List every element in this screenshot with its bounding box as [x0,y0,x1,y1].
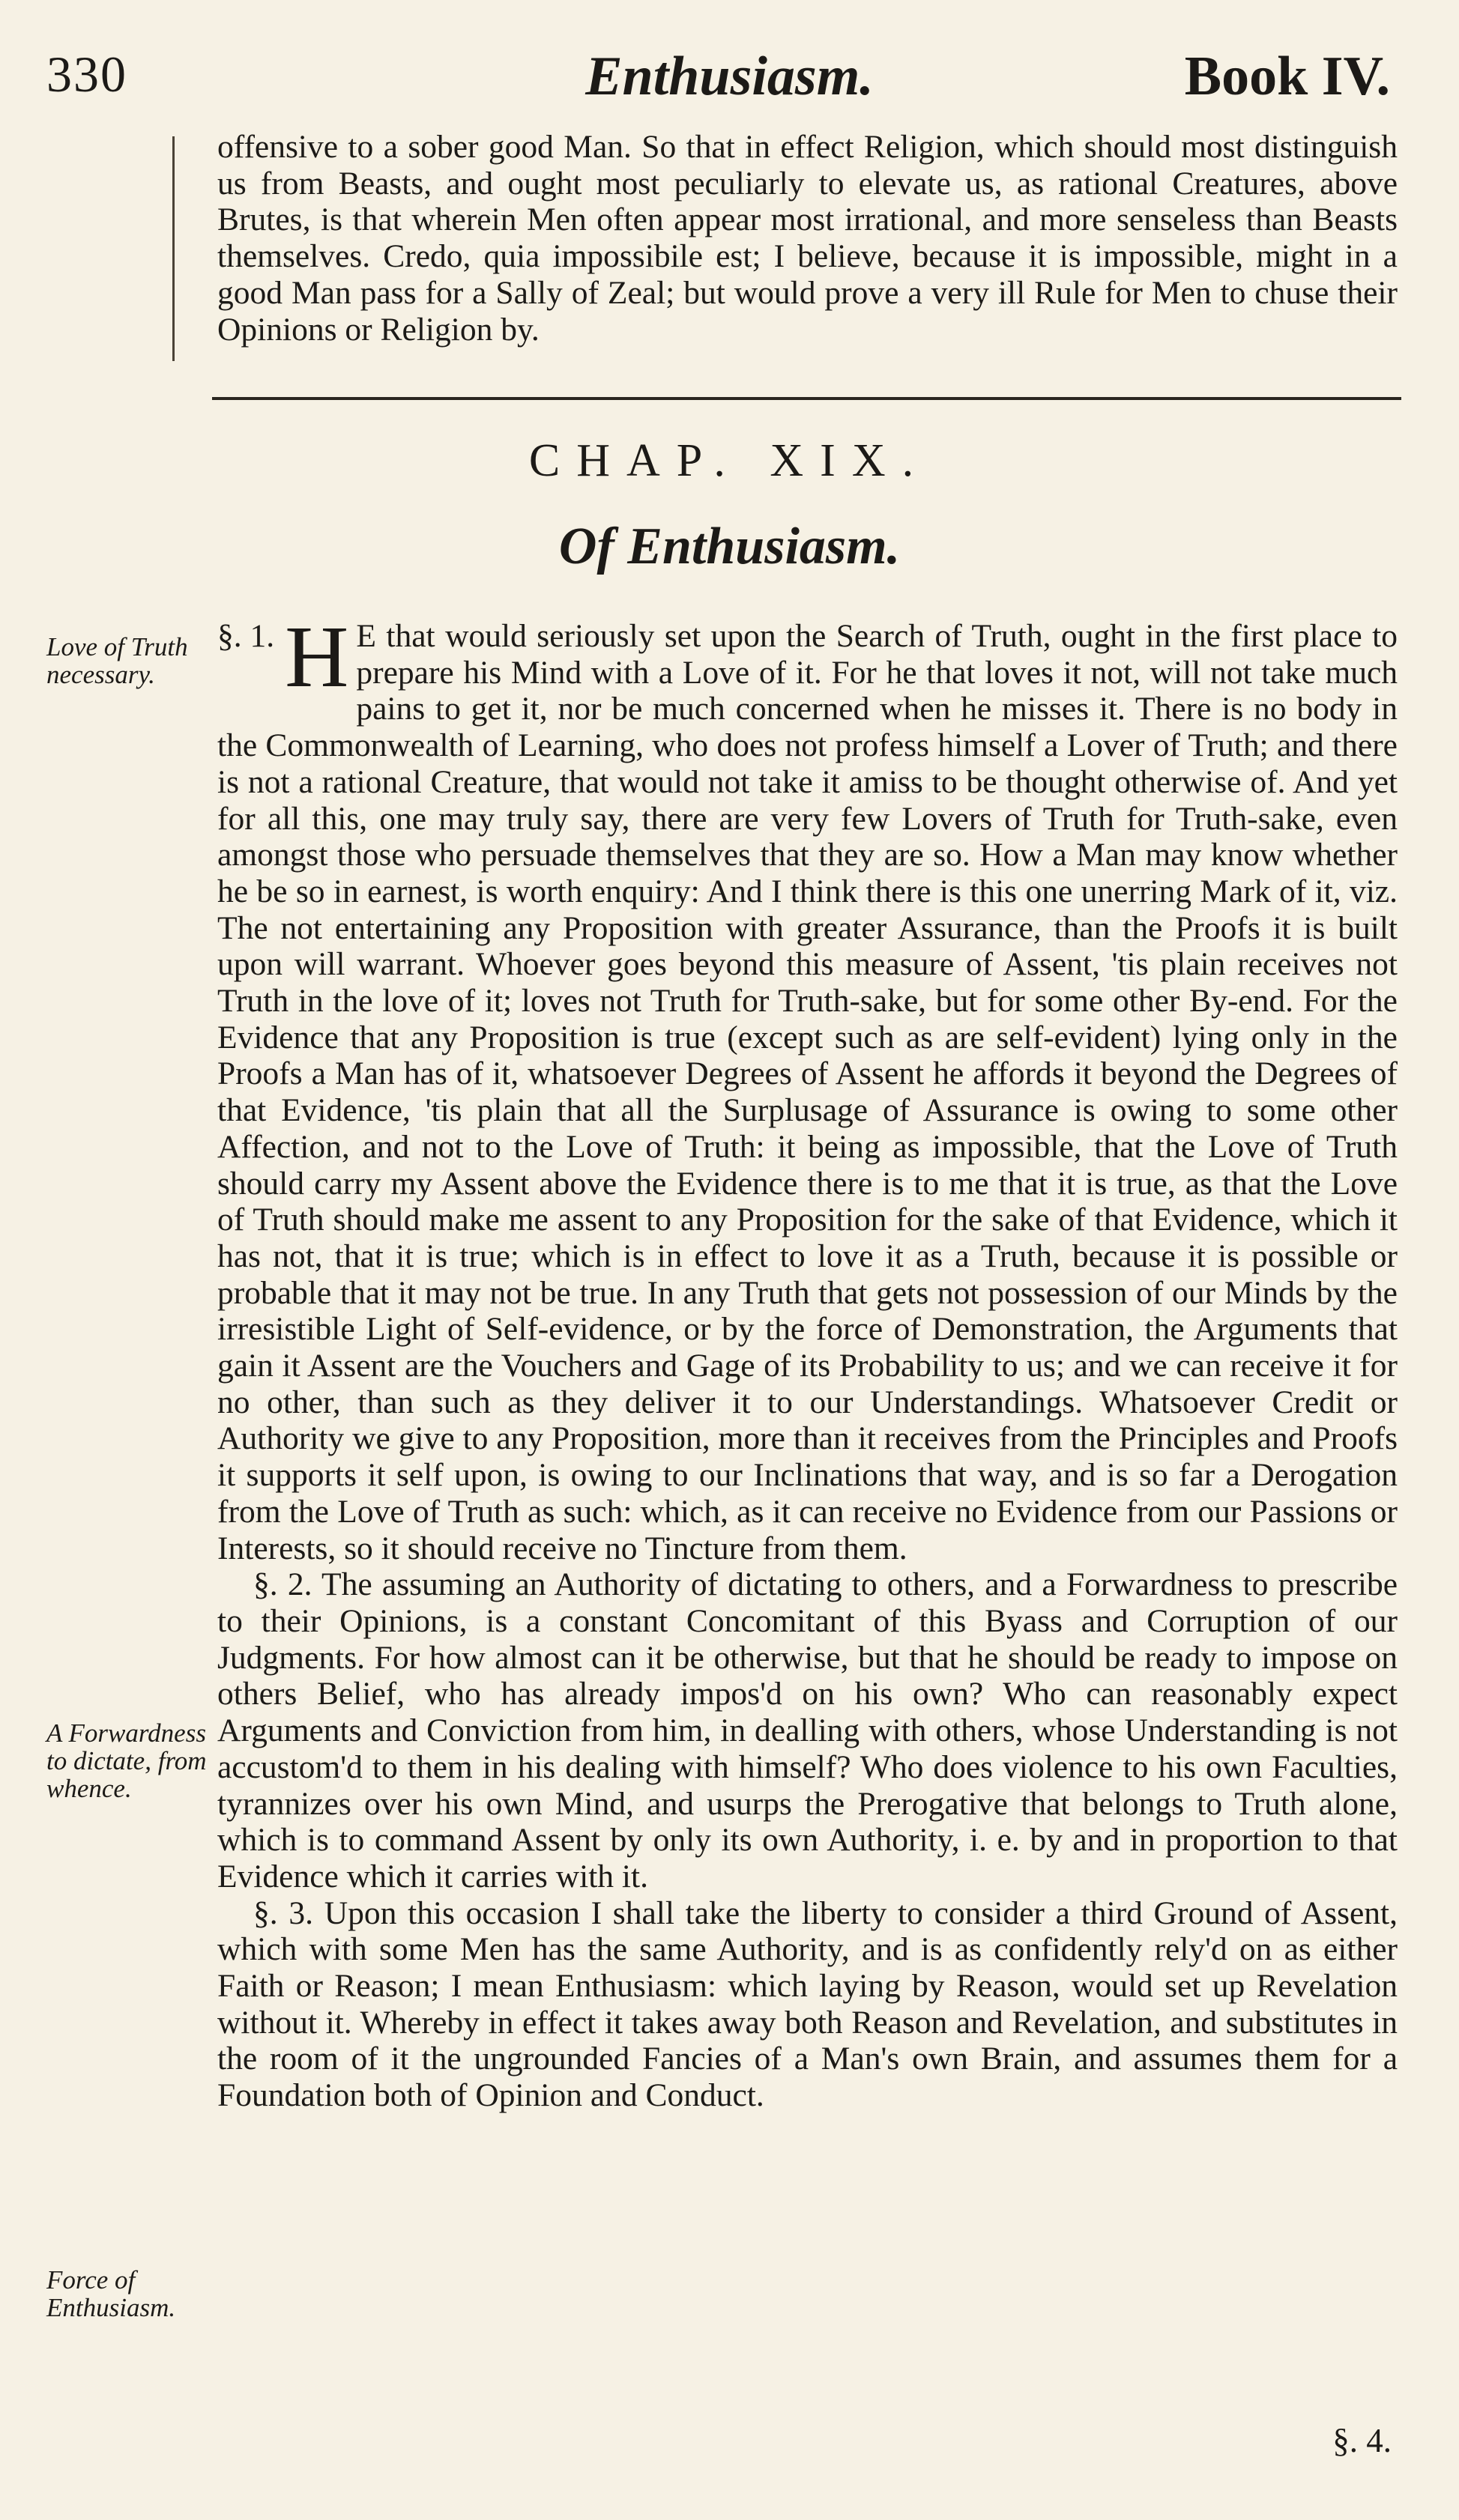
marginal-note-love-of-truth: Love of Truth necessary. [46,632,188,689]
marginal-note-forwardness: A Forwardness to dictate, from whence. [46,1718,207,1803]
catchword: §. 4. [1332,2422,1392,2459]
continuation-paragraph [217,129,1398,348]
section-rule [212,397,1401,400]
running-title: Enthusiasm. [585,46,874,107]
chapter-title: Of Enthusiasm. [558,518,901,575]
marginal-note-force-of-enthusiasm: Force of Enthusiasm. [46,2265,176,2322]
section-1 [217,608,1398,1566]
book-label: Book IV. [1184,46,1390,107]
section-3 [217,1895,1398,2114]
section-1-text: E that would seriously set upon the Search of Truth, ought in the first place to prepare his Mind with a Love of it. For he that loves it not, will not take much pains to get it, nor be much concerned when he misses it. There is no body in the Commonwealth of Learning, who does not profess himself a Lover of Truth; and there is not a rational Creature, that would not take it amiss to be thought otherwise of. And yet for all this, one may truly say, there are very few Lovers of Truth for Truth-sake, even amongst those who persuade themselves that they are so. How a Man may know whether he be so in earnest, is worth enquiry: And I think there is this one unerring Mark of it, viz. The not entertaining any Proposition with greater Assurance, than the Proofs it is built upon will warrant. Whoever goes beyond this measure of Assent, 'tis plain receives not Truth in the love of it; loves not Truth for Truth-sake, but for some other By-end. For the Evidence that any Proposition is true (except such as are self-evident) lying only in the Proofs a Man has of it, whatsoever Degrees of Assent he affords it beyond the Degrees of that Evidence, 'tis plain that all the Surplusage of Assurance is owing to some other Affection, and not to the Love of Truth: it being as impossible, that the Love of Truth should carry my Assent above the Evidence there is to me that it is true, as that the Love of Truth should make me assent to any Proposition for the sake of that Evidence, which it has not, that it is true; which is in effect to love it as a Truth, because it is possible or probable that it may not be true. In any Truth that gets not possession of our Minds by the irresistible Light of Self-evidence, or by the force of Demonstration, the Arguments that gain it Assent are the Vouchers and Gage of its Probability to us; and we can receive it for no other, than such as they deliver it to our Understandings. Whatsoever Credit or Authority we give to any Proposition, more than it receives from the Principles and Proofs it supports it self upon, is owing to our Inclinations that way, and is so far a Derogation from the Love of Truth as such: which, as it can receive no Evidence from our Passions or Interests, so it should receive no Tincture from them. [217,618,1398,1566]
section-3-number: §. 3. [253,1894,313,1931]
section-2-number: §. 2. [253,1566,312,1603]
page-number: 330 [46,46,127,103]
continuation-text: offensive to a sober good Man. So that in effect Religion, which should most distinguish us from Beasts, and ought most peculiarly to elevate us, as rational Creatures, above Brutes, is that wherein Men often appear most irrational, and more senseless than Beasts themselves. Credo, quia impossibile est; I believe, because it is impossible, might in a good Man pass for a Sally of Zeal; but would prove a very ill Rule for Men to chuse their Opinions or Religion by. [217,129,1398,348]
section-1-number: §. 1. [217,618,275,654]
chapter-heading: CHAP. XIX. [528,435,931,486]
drop-cap: H [285,608,349,706]
marginal-quote-mark [172,136,181,361]
section-2 [217,1566,1398,1894]
section-3-text: Upon this occasion I shall take the liberty to consider a third Ground of Assent, which with some Men has the same Authority, and is as confidently rely'd on as either Faith or Reason; I mean Enthusiasm: which laying by Reason, would set up Revelation without it. Whereby in effect it takes away both Reason and Revelation, and substitutes in the room of it the ungrounded Fancies of a Man's own Brain, and assumes them for a Foundation both of Opinion and Conduct. [217,1894,1398,2114]
chapter-body [217,608,1398,2114]
section-2-text: The assuming an Authority of dictating to others, and a Forwardness to prescribe to their Opinions, is a constant Concomitant of this Byass and Corruption of our Judgments. For how almost can it be otherwise, but that he should be ready to impose on others Belief, who has already impos'd on his own? Who can reasonably expect Arguments and Conviction from him, in dealling with others, whose Understanding is not accustom'd to them in his dealing with himself? Who does violence to his own Faculties, tyrannizes over his own Mind, and usurps the Prerogative that belongs to Truth alone, which is to command Assent by only its own Authority, i. e. by and in proportion to that Evidence which it carries with it. [217,1566,1398,1894]
